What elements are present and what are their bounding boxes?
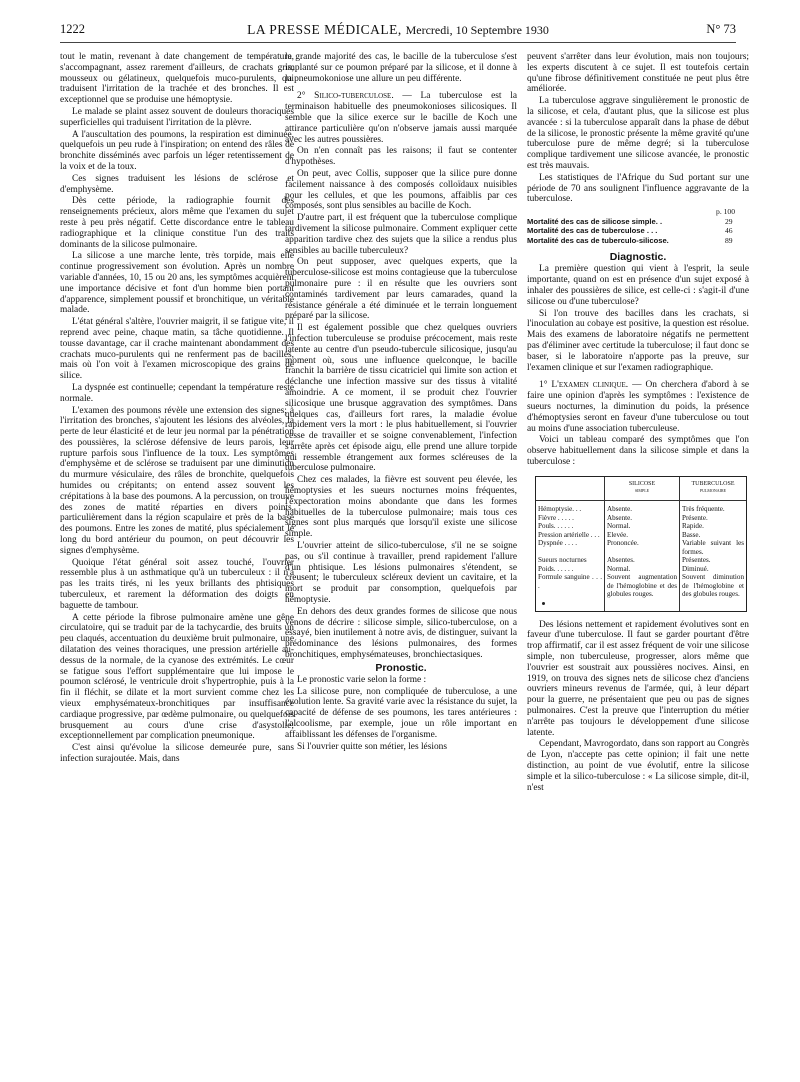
table-row	[536, 505, 746, 514]
silico-tuberculose-text: — La tuberculose est la terminaison habituelle des pneumokonioses silicosiques. Il semble que la silice exerce sur le bacille de Koch une attirance particulière qu'on n'observe jamais aussi marquée avec les autres poussières.	[285, 91, 518, 145]
page-number: 1222	[60, 22, 85, 36]
col2-paragraph: Il est également possible que chez quelques ouvriers l'infection tuberculeuse se produise précocement, mais reste latente au centre d'un pseudo-tubercule silicosique, jusqu'au moment où, sous une influence quelconque, le bacille franchit la barrière de tissu cicatriciel qui limite son action et déclanche une infection massive sur des tissus à vitalité amoindrie. A ce moment, il se produit chez l'ouvrier silicosique une brusque aggravation des symptômes. Dans quelques cas, d'ailleurs fort rares, la maladie évolue rapidement vers la mort : le plus habituellement, si l'ouvrier cesse de travailler et se soigne convenablement, l'infection s'arrête après cet épisode aigu, elle prend une allure torpide qui ressemble étrangement aux formes scléreuses de la tuberculose pulmonaire.	[285, 323, 517, 474]
diagnostic-paragraph: Si l'on trouve des bacilles dans les crachats, si l'inoculation au cobaye est positive, la question est résolue. Mais des examens de laboratoire négatifs ne permettent pas d'éliminer avec certitude la tuberculose; il faut donc se baser, si le laboratoire n'apporte pas la preuve, sur l'examen clinique et sur l'examen radiographique.	[527, 308, 749, 373]
col2-paragraph: L'ouvrier atteint de silico-tuberculose, s'il ne se soigne pas, ou s'il continue à travailler, prend rapidement l'allure d'un phtisique. Les lésions pulmonaires s'étendent, se creusent; le tuberculeux scléreux devient un cavitaire, et la mort se produit par consomption, quelquefois par hémoptysie.	[285, 541, 517, 606]
comparison-header-empty	[536, 477, 605, 501]
table-intro: Voici un tableau comparé des symptômes que l'on observe habituellement dans la silicose simple et dans la tuberculose :	[527, 435, 749, 467]
issue-number: N° 73	[706, 22, 736, 36]
table-row	[536, 531, 746, 540]
col1-paragraph: La silicose a une marche lente, très torpide, mais elle continue progressivement son évolution. Après un nombre variable d'années, 10, 15 ou 20 ans, les symptômes acquièrent une importance décisive et font d'un homme bien portant d'apparence, simplement poussif et bronchitique, un véritable malade.	[60, 251, 294, 316]
col2-paragraph: On peut, avec Collis, supposer que la silice pure donne facilement naissance à des composés colloïdaux nuisibles pour les cellules, et que les poumons, affaiblis par ces composés, sont plus sensibles au bacille de Koch.	[285, 168, 517, 212]
symptom-label: Sueurs nocturnes	[538, 556, 587, 565]
table-row	[536, 522, 746, 531]
tuberculose-value: Présentes.	[680, 556, 747, 565]
col1-paragraph: A l'auscultation des poumons, la respiration est diminuée, quelquefois un peu rude à l'inspiration; on entend des râles de bronchite disséminés avec parfois un léger retentissement de la voix et de la toux.	[60, 129, 294, 172]
symptom-label: Pouls. . . . . .	[538, 522, 574, 531]
tuberculose-value: Présente.	[680, 514, 747, 523]
col1-paragraph: tout le matin, revenant à date changement de température, s'accompagnant, assez rarement d'ailleurs, de crachats gris, mousseux ou gélatineux, quelquefois muco-purulents, qui traduisent l'irritation de la trachée et des bronches. Il est exceptionnel que se produise une hémoptysie.	[60, 52, 294, 106]
col1-paragraph: Quoique l'état général soit assez touché, l'ouvrier ressemble plus à un asthmatique qu'à un tuberculeux : il n'a pas les traits tirés, ni les yeux brillants des phtisiques tuberculeux, et rarement la déformation des doigts en baguette de tambour.	[60, 557, 294, 611]
stats-value: 29	[725, 216, 733, 226]
column-2	[285, 52, 517, 752]
heading-diagnostic: Diagnostic.	[609, 251, 667, 264]
silico-tuberculose-label: 2° Silico-tuberculose.	[297, 91, 394, 102]
col3-paragraph: peuvent s'arrêter dans leur évolution, mais non toujours; les experts discutent à ce sujet. Il est toutefois certain qu'une fibrose définitivement constituée ne peut plus être améliorée.	[527, 52, 749, 95]
comparison-header-silicose	[605, 477, 680, 501]
col2-intro: la grande majorité des cas, le bacille de la tuberculose s'est implanté sur ce poumon préparé par la silicose, et il donne à la pneumokoniose une allure un peu différente.	[285, 52, 517, 84]
col1-paragraph: A cette période la fibrose pulmonaire amène une gêne circulatoire, qui se traduit par de la tachycardie, des bruits un peu claqués, accentuation du deuxième bruit pulmonaire, une dilatation des veines thoraciques, une pression artérielle au-dessus de la normale, de la cyanose des extrémités. Le cœur se fatigue sous l'effort supplémentaire que lui impose le poumon sclérosé, le ventricule droit s'hypertrophie, puis à la fin il fléchit, se dilate et la mort survient comme chez les vieux emphysémateux-bronchitiques par insuffisance cardiaque progressive, par œdème pulmonaire, ou quelquefois brusquement au cours d'une crise d'asystolie; exceptionnellement par complication pneumonique.	[60, 612, 294, 742]
stats-value: 46	[725, 226, 733, 236]
stats-value: 89	[725, 235, 733, 245]
header-tuberculose-sub: pulmonaire	[699, 487, 727, 494]
col3-paragraph: Des lésions nettement et rapidement évolutives sont en faveur d'une tuberculose. Il faut se garder pourtant d'être trop affirmatif, car il est assez fréquent de voir une silicose simple, non tuberculeuse, progresser, alors même que l'ouvrier est soustrait aux poussières nocives. Ainsi, en 1919, on trouva des signes nets de silicose chez d'anciens ouvriers mineurs revenus de l'armée, qui, à leur départ pour la guerre, ne présentaient que peu ou pas de signes pulmonaires. C'est la preuve que l'interruption du métier n'arrête pas toujours le développement d'une silicose latente.	[527, 619, 749, 738]
col2-paragraph: D'autre part, il est fréquent que la tuberculose complique tardivement la silicose pulmonaire. Comment expliquer cette apparition tardive chez des sujets que la silice a rendus plus sensibles au bacille tuberculeux?	[285, 213, 517, 256]
symptom-label: Pression artérielle . . .	[538, 530, 600, 539]
silicose-value: Absente.	[605, 514, 680, 523]
col1-paragraph: Le malade se plaint assez souvent de douleurs thoraciques superficielles qui traduisent l'irritation de la plèvre.	[60, 106, 294, 128]
col2-paragraph: On peut supposer, avec quelques experts, que la tuberculose-silicose est moins contagieuse que la tuberculose pulmonaire pure : il en résulte que les ouvriers sont contaminés tardivement par leurs camarades, quand la résistance générale a été diminuée et le terrain longuement préparé par la silicose.	[285, 257, 517, 322]
header-tuberculose-title: TUBERCULOSE	[691, 480, 735, 487]
col3-paragraph: Cependant, Mavrogordato, dans son rapport au Congrès de Lyon, n'accepte pas cette opinion; il fait une nette distinction, au point de vue évolutif, entre la silicose simple et la silico-tuberculose : « La silicose simple, dit-il, n'est	[527, 739, 749, 793]
tuberculose-value: Rapide.	[680, 522, 747, 531]
running-header	[60, 22, 736, 43]
table-row	[536, 556, 746, 565]
silicose-value: Absentes.	[605, 556, 680, 565]
stats-unit: p. 100	[716, 207, 735, 217]
examen-clinique-label: 1° L'examen clinique.	[539, 380, 629, 391]
table-row	[536, 565, 746, 574]
silicose-value: Souvent augmentation de l'hémoglobine et des globules rouges.	[605, 573, 680, 599]
stats-row	[527, 236, 749, 245]
silico-tuberculose-paragraph	[285, 91, 517, 145]
silicose-value: Normal.	[605, 565, 680, 574]
header-silicose-title: SILICOSE	[628, 480, 656, 487]
tuberculose-value: Variable suivant les formes.	[680, 539, 747, 556]
symptom-label: Fièvre . . . . .	[538, 513, 574, 522]
col1-paragraph: Dès cette période, la radiographie fournit des renseignements précieux, alors même que l'examen du sujet reste à peu près négatif. Cette discordance entre le tableau radiographique et la clinique constitue l'un des traits dominants de la silicose pulmonaire.	[60, 196, 294, 250]
col3-paragraph: Les statistiques de l'Afrique du Sud portant sur une période de 70 ans soulignent l'influence aggravante de la tuberculose.	[527, 172, 749, 205]
journal-name: LA PRESSE MÉDICALE,	[247, 22, 402, 37]
examen-clinique-text: — On cherchera d'abord à se faire une opinion d'après les symptômes : l'existence de sueurs nocturnes, la diminution du poids, la présence d'hémoptysies seront en faveur d'une tuberculose ou tout au moins d'une association tuberculeuse.	[527, 380, 750, 434]
symptom-label: Formule sanguine . . . .	[538, 573, 602, 590]
col1-paragraph: La dyspnée est continuelle; cependant la température reste normale.	[60, 382, 294, 404]
pronostic-paragraph: Le pronostic varie selon la forme :	[297, 674, 427, 685]
silicose-value: Normal.	[605, 522, 680, 531]
table-row	[536, 539, 746, 556]
stats-label: Mortalité des cas de silicose simple. .	[527, 216, 663, 226]
col3-paragraph: La tuberculose aggrave singulièrement le pronostic de la silicose, et cela, d'autant plus, que la silicose est plus avancée : si la tuberculose apparaît dans la phase de début de la silicose, le pronostic présente la même gravité qu'une tuberculose pure de même degré; si la tuberculose complique tardivement une silicose avancée, le pronostic est très mauvais.	[527, 96, 749, 171]
col2-paragraph: Chez ces malades, la fièvre est souvent peu élevée, les hémoptysies et les sueurs nocturnes moins fréquentes, l'expectoration moins abondante que dans les formes habituelles de la tuberculose pulmonaire; mais tous ces signes sont plus marqués que lorsqu'il existe une silicose simple.	[285, 475, 517, 540]
silicose-value: Prononcée.	[605, 539, 680, 556]
col1-paragraph: L'état général s'altère, l'ouvrier maigrit, il se fatigue vite, il reprend avec peine, chaque matin, sa tâche quotidienne. Il tousse davantage, car il crache maintenant abondamment des crachats muco-purulents qui ne renferment pas de bacilles, mais où l'on voit à l'examen microscopique des grains de silice.	[60, 317, 294, 382]
pronostic-paragraph: La silicose pure, non compliquée de tuberculose, a une évolution lente. Sa gravité varie avec la résistance du sujet, la capacité de défense de ses poumons, les tares antérieures : l'alcoolisme, par exemple, joue un rôle important en affaiblissant les défenses de l'organisme.	[285, 686, 517, 740]
col2-paragraph: En dehors des deux grandes formes de silicose que nous venons de décrire : silicose simple, silico-tuberculose, on a essayé, bien inutilement à notre avis, de distinguer, suivant la prédominance des lésions pulmonaires, des formes bronchitiques, emphysémateuses, bronchiectasiques.	[285, 606, 517, 661]
col1-paragraph: L'examen des poumons révèle une extension des signes; à l'irritation des bronches, s'ajoutent les lésions des alvéoles, la perte de leur élasticité et de leur jeu normal par la pénétration des poussières, la sclérose défensive de leurs parois, leur rupture parfois sous l'influence de la toux. Les symptômes d'emphysème et de sclérose se traduisent par une diminution du murmure vésiculaire, des râles de bronchite, quelquefois humides ou crépitants; on entend assez souvent les crépitations à la base des poumons. A la percussion, on trouve des zones de matité réparties en divers points, particulièrement dans la région scapulaire et près de la base des poumons. Entre les zones de matité, plus spécialement le long du bord antérieur du poumon, on peut découvrir les signes d'emphysème.	[60, 405, 294, 556]
symptom-label: Poids. . . . . .	[538, 564, 574, 573]
print-dot	[542, 602, 545, 605]
silicose-value: Elevée.	[605, 531, 680, 540]
tuberculose-value: Souvent diminution de l'hémoglobine et des globules rouges.	[680, 573, 747, 599]
journal-title	[60, 22, 736, 38]
diagnostic-paragraph: La première question qui vient à l'esprit, la seule importante, quand on est en présence d'un sujet exposé à inhaler des poussières de silice, est celle-ci : s'agit-il d'une silicose ou d'une tuberculose?	[527, 264, 749, 307]
comparison-header-tuberculose	[680, 477, 747, 501]
heading-pronostic: Pronostic.	[375, 661, 427, 674]
comparison-table	[535, 476, 747, 612]
examen-clinique-paragraph	[527, 380, 749, 434]
issue-date: Mercredi, 10 Septembre 1930	[405, 23, 549, 37]
col2-paragraph: On n'en connaît pas les raisons; il faut se contenter d'hypothèses.	[285, 146, 517, 168]
stats-row	[527, 226, 749, 235]
tuberculose-value: Diminué.	[680, 565, 747, 574]
comparison-header-row	[536, 477, 746, 501]
symptom-label: Dyspnée . . . .	[538, 539, 578, 548]
table-row	[536, 514, 746, 523]
symptom-label: Hémoptysie. . .	[538, 505, 582, 514]
column-1	[60, 52, 294, 765]
stats-row	[527, 217, 749, 226]
silicose-value: Absente.	[605, 505, 680, 514]
tuberculose-value: Basse.	[680, 531, 747, 540]
col1-paragraph: Ces signes traduisent les lésions de sclérose et d'emphysème.	[60, 173, 294, 195]
stats-label: Mortalité des cas de tuberculo-silicose.	[527, 235, 669, 245]
mortality-stats	[527, 208, 749, 245]
table-row	[536, 573, 746, 599]
header-silicose-sub: simple	[634, 487, 650, 494]
col1-paragraph: C'est ainsi qu'évolue la silicose demeurée pure, sans infection surajoutée. Mais, dans	[60, 743, 294, 764]
pronostic-paragraph: Si l'ouvrier quitte son métier, les lésions	[297, 741, 447, 752]
column-3	[527, 52, 749, 793]
tuberculose-value: Très fréquente.	[680, 505, 747, 514]
stats-label: Mortalité des cas de tuberculose . . .	[527, 226, 658, 236]
